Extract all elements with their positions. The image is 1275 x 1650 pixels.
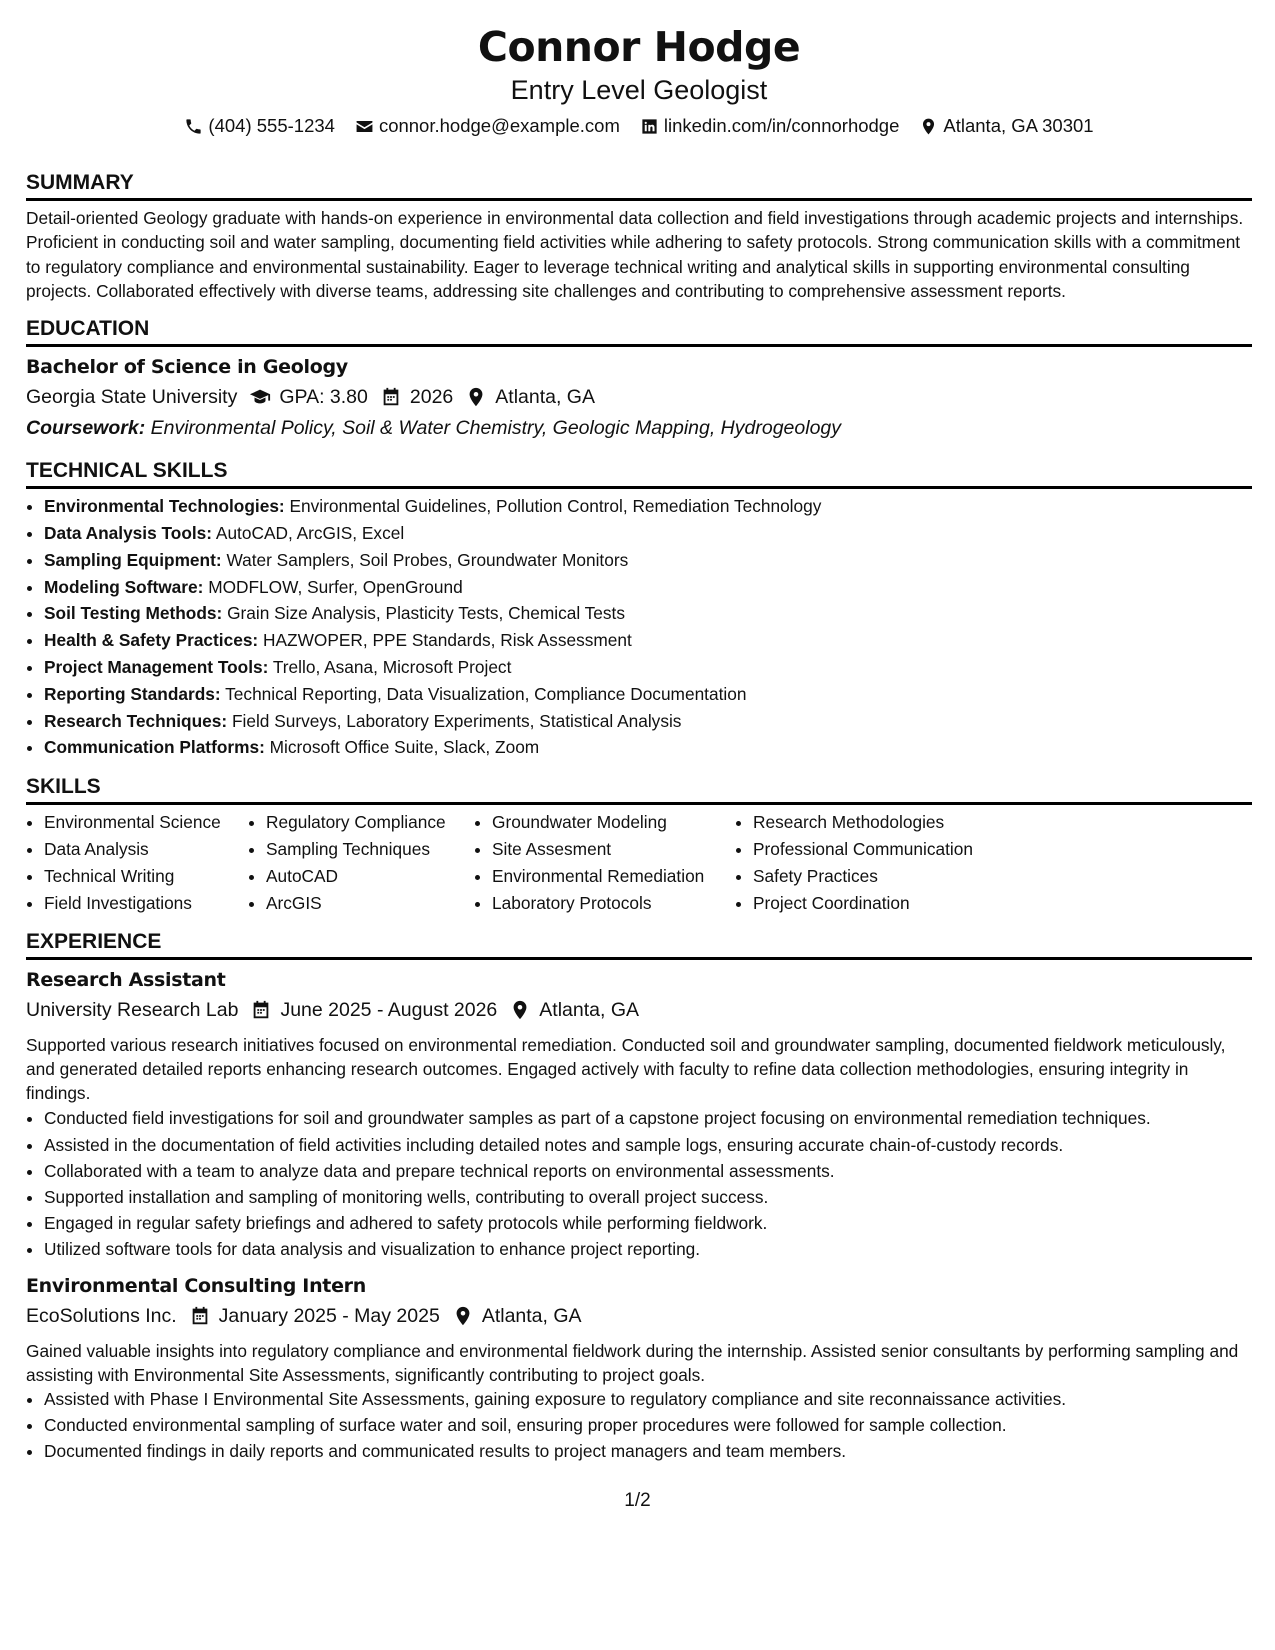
coursework <box>26 415 1252 441</box>
skill-values: MODFLOW, Surfer, OpenGround <box>208 576 463 597</box>
linkedin-icon <box>640 117 659 136</box>
contact-location-text: Atlanta, GA 30301 <box>943 115 1094 136</box>
list-item <box>44 547 1252 574</box>
coursework-list: Environmental Policy, Soil & Water Chemistry, Geologic Mapping, Hydrogeology <box>150 417 842 440</box>
list-item <box>44 708 1252 735</box>
contact-linkedin-text: linkedin.com/in/connorhodge <box>663 115 900 136</box>
map-pin-icon <box>919 117 938 136</box>
job-organization: University Research Lab <box>26 999 239 1022</box>
degree-title: Bachelor of Science in Geology <box>26 356 348 379</box>
list-item: • Assisted in the documentation of field activities including detailed notes and sample logs, ensuring accurate chain-of-custody records. <box>44 1133 1252 1159</box>
list-item <box>44 493 1252 520</box>
job-location: Atlanta, GA <box>539 999 639 1022</box>
phone-icon <box>184 117 203 136</box>
experience-heading: EXPERIENCE <box>26 930 1252 960</box>
skill-values: Water Samplers, Soil Probes, Groundwater Monitors <box>226 549 629 570</box>
list-item: • Environmental Remediation <box>492 863 735 890</box>
list-item: • Technical Writing <box>44 863 248 890</box>
list-item: • Utilized software tools for data analysis and visualization to enhance project reporting. <box>44 1237 1252 1263</box>
job-organization: EcoSolutions Inc. <box>26 1305 177 1328</box>
list-item: • Collaborated with a team to analyze data and prepare technical reports on environmental assessments. <box>44 1159 1252 1185</box>
map-pin-icon <box>509 999 531 1021</box>
list-item: • Site Assesment <box>492 836 735 863</box>
skills-grid <box>26 809 1252 916</box>
list-item: • Environmental Science <box>44 809 248 836</box>
skills-column <box>474 809 735 916</box>
list-item: • Field Investigations <box>44 890 248 917</box>
list-item: • Sampling Techniques <box>266 836 474 863</box>
job-entry <box>26 968 1252 1262</box>
list-item: • Assisted with Phase I Environmental Site Assessments, gaining exposure to regulatory compliance and site reconnaissance activities. <box>44 1387 1252 1413</box>
list-item: • Documented findings in daily reports and communicated results to project managers and team members. <box>44 1439 1252 1465</box>
list-item: • Safety Practices <box>753 863 995 890</box>
envelope-icon <box>355 117 374 136</box>
school-name: Georgia State University <box>26 386 238 409</box>
skill-values: Environmental Guidelines, Pollution Control, Remediation Technology <box>289 496 822 517</box>
skill-category: Soil Testing Methods: <box>44 603 223 624</box>
skills-column <box>248 809 474 916</box>
skill-category: Modeling Software: <box>44 576 204 597</box>
list-item: • Supported installation and sampling of monitoring wells, contributing to overall project success. <box>44 1185 1252 1211</box>
skill-category: Sampling Equipment: <box>44 549 222 570</box>
map-pin-icon <box>452 1305 474 1327</box>
skills-column <box>735 809 995 916</box>
job-dates: January 2025 - May 2025 <box>218 1305 440 1328</box>
skill-values: Microsoft Office Suite, Slack, Zoom <box>269 737 540 758</box>
calendar-icon <box>250 999 272 1021</box>
job-location: Atlanta, GA <box>481 1305 582 1328</box>
contact-bar <box>26 115 1252 137</box>
technical-skills-heading: TECHNICAL SKILLS <box>26 459 1252 489</box>
job-bullets <box>26 1387 1252 1464</box>
job-dates: June 2025 - August 2026 <box>280 999 498 1022</box>
education-heading: EDUCATION <box>26 317 1252 347</box>
list-item <box>44 600 1252 627</box>
list-item: • Conducted field investigations for soil and groundwater samples as part of a capstone project focusing on environmental remediation techniques. <box>44 1107 1252 1130</box>
education-meta <box>26 384 1252 410</box>
skill-values: HAZWOPER, PPE Standards, Risk Assessment <box>263 630 632 651</box>
map-pin-icon <box>465 386 487 408</box>
graduation-year: 2026 <box>409 386 454 409</box>
job-bullets <box>26 1107 1252 1262</box>
list-item: • Engaged in regular safety briefings and adhered to safety protocols while performing fieldwork. <box>44 1211 1252 1237</box>
contact-location <box>919 115 1093 137</box>
list-item: • Groundwater Modeling <box>492 809 735 836</box>
job-meta <box>26 1303 1252 1329</box>
job-summary: Gained valuable insights into regulatory compliance and environmental fieldwork during the internship. Assisted senior consultants by performing sampling and assisting with Environmental Site Assessments, significantly contributing to project goals. <box>26 1341 1239 1386</box>
skills-column <box>26 809 248 916</box>
skill-category: Research Techniques: <box>44 710 228 731</box>
list-item: • Project Coordination <box>753 890 995 917</box>
page-number: 1/2 <box>624 1490 651 1511</box>
list-item: • Conducted environmental sampling of surface water and soil, ensuring proper procedures were followed for sample collection. <box>44 1413 1252 1439</box>
summary-text: Detail-oriented Geology graduate with hands-on experience in environmental data collection and field investigations through academic projects and internships. Proficient in conducting soil and water sampling, documenting field activities while adhering to safety protocols. Strong communication skills with a commitment to regulatory compliance and environmental sustainability. Eager to leverage technical writing and analytical skills in supporting environmental consulting projects. Collaborated effectively with diverse teams, addressing site challenges and contributing to comprehensive assessment reports. <box>26 208 1244 301</box>
skill-values: Grain Size Analysis, Plasticity Tests, Chemical Tests <box>227 603 625 624</box>
list-item <box>44 574 1252 601</box>
list-item: • Laboratory Protocols <box>492 890 735 917</box>
job-title: Research Assistant <box>26 969 226 992</box>
calendar-icon <box>189 1305 211 1327</box>
skill-values: Field Surveys, Laboratory Experiments, Statistical Analysis <box>231 710 682 731</box>
calendar-icon <box>380 386 402 408</box>
skill-category: Communication Platforms: <box>44 737 265 758</box>
skill-values: Trello, Asana, Microsoft Project <box>272 656 512 677</box>
candidate-name: Connor Hodge <box>477 23 801 71</box>
list-item: • AutoCAD <box>266 863 474 890</box>
list-item: • Data Analysis <box>44 836 248 863</box>
contact-linkedin[interactable] <box>640 115 900 137</box>
skill-category: Data Analysis Tools: <box>44 522 213 543</box>
contact-email-text: connor.hodge@example.com <box>378 115 620 136</box>
skill-category: Project Management Tools: <box>44 656 269 677</box>
contact-phone[interactable] <box>184 115 335 137</box>
skill-category: Reporting Standards: <box>44 683 221 704</box>
skills-heading: SKILLS <box>26 775 1252 805</box>
job-meta <box>26 997 1252 1023</box>
contact-phone-text: (404) 555-1234 <box>208 115 335 136</box>
skill-category: Environmental Technologies: <box>44 496 285 517</box>
summary-heading: SUMMARY <box>26 171 1252 201</box>
resume-page <box>26 22 1252 1465</box>
coursework-label: Coursework: <box>26 417 146 440</box>
list-item <box>44 520 1252 547</box>
list-item: • Research Methodologies <box>753 809 995 836</box>
skill-values: AutoCAD, ArcGIS, Excel <box>215 522 405 543</box>
contact-email[interactable] <box>355 115 620 137</box>
list-item <box>44 681 1252 708</box>
list-item <box>44 654 1252 681</box>
graduation-cap-icon <box>249 386 271 408</box>
list-item <box>44 627 1252 654</box>
candidate-title: Entry Level Geologist <box>510 75 768 105</box>
list-item <box>44 734 1252 761</box>
education-location: Atlanta, GA <box>495 386 595 409</box>
list-item: • ArcGIS <box>266 890 474 917</box>
gpa-value: GPA: 3.80 <box>279 386 368 409</box>
job-entry <box>26 1274 1252 1464</box>
skill-category: Health & Safety Practices: <box>44 630 259 651</box>
list-item: • Regulatory Compliance <box>266 809 474 836</box>
job-title: Environmental Consulting Intern <box>26 1275 366 1298</box>
technical-skills-list <box>26 493 1252 761</box>
job-summary: Supported various research initiatives focused on environmental remediation. Conducted soil and groundwater sampling, documented fieldwork meticulously, and generated detailed reports enhancing research outcomes. Engaged actively with faculty to refine data collection methodologies, ensuring integrity in findings. <box>26 1035 1226 1104</box>
list-item: • Professional Communication <box>753 836 995 863</box>
skill-values: Technical Reporting, Data Visualization, Compliance Documentation <box>225 683 747 704</box>
